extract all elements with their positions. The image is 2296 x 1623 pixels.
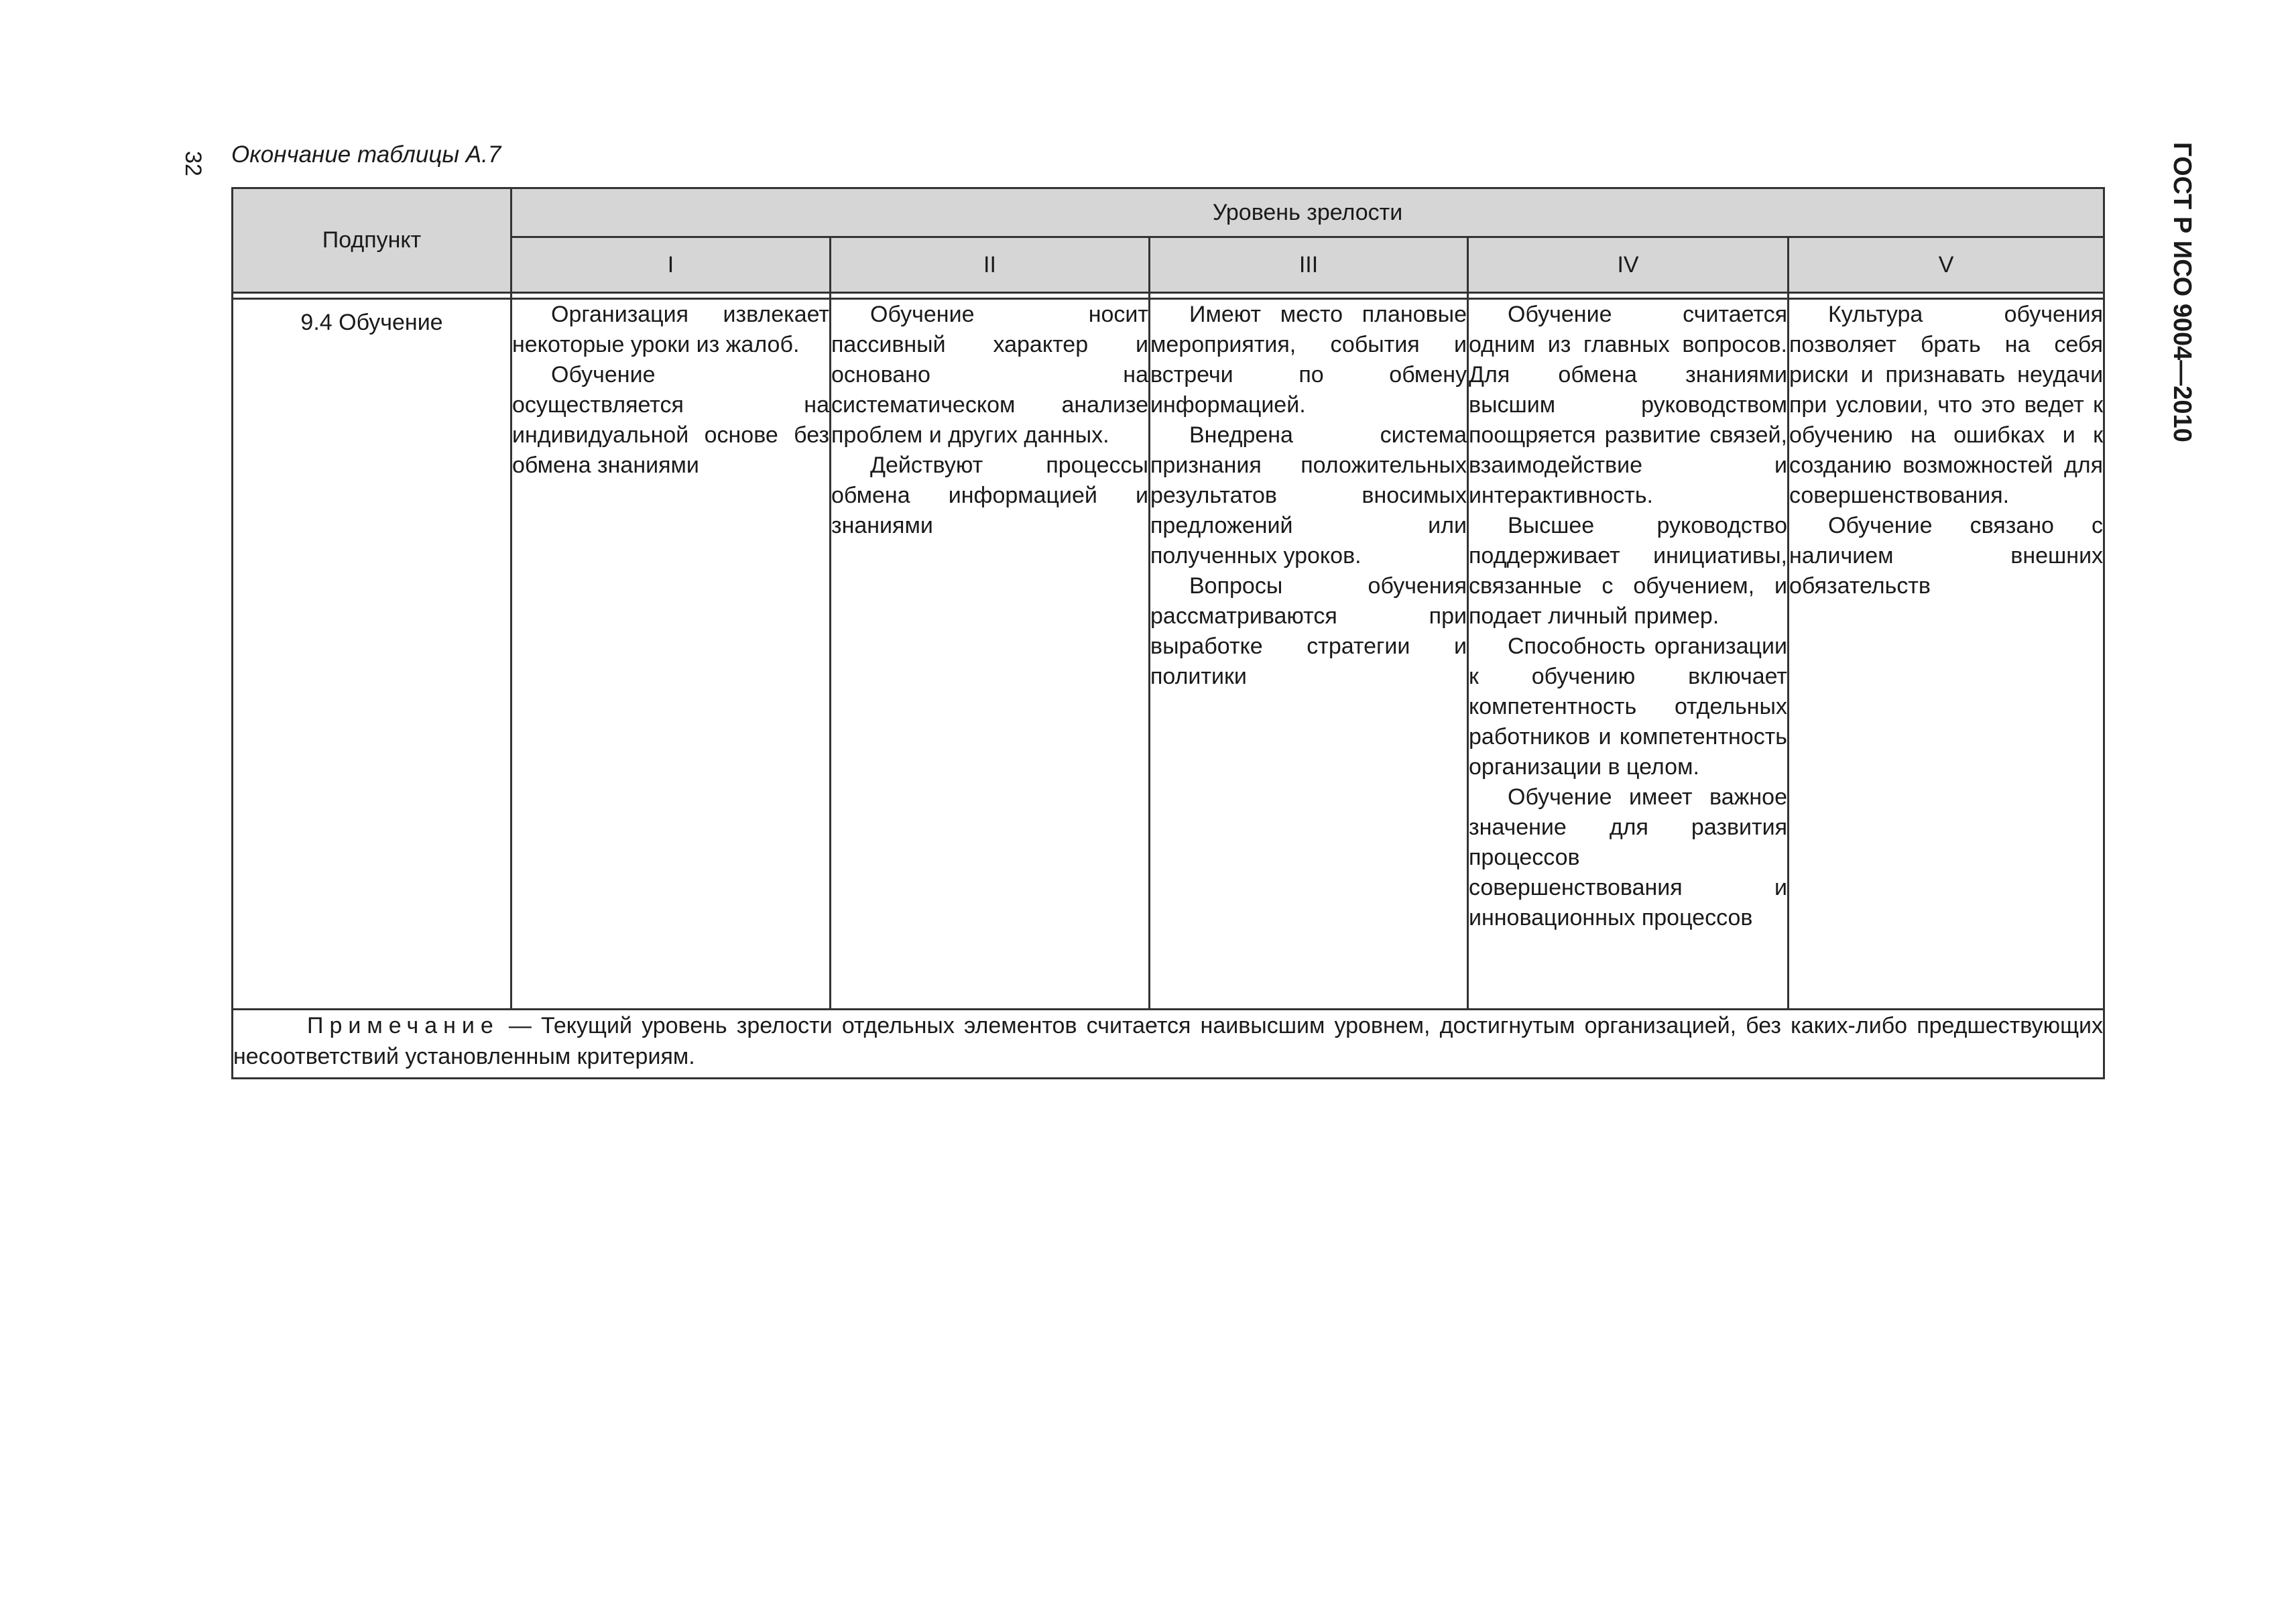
page-number: 32 <box>180 151 206 176</box>
level-2-cell <box>831 299 1150 1010</box>
cell-paragraph: Обучение носит пассивный характер и основано на систематическом анализе проблем и других данных. <box>831 302 1148 448</box>
note-label: Примечание <box>307 1013 499 1038</box>
cell-paragraph: Имеют место плановые мероприятия, события и встречи по обмену информацией. <box>1150 302 1467 418</box>
cell-paragraph: Способность организации к обучению включает компетентность отдельных работников и компетентность организации в целом. <box>1469 634 1787 780</box>
header-level-1: I <box>511 237 831 293</box>
table-note <box>233 1010 2104 1079</box>
document-standard-title: ГОСТ Р ИСО 9004—2010 <box>2168 142 2196 442</box>
cell-paragraph: Обучение осуществляется на индивидуальной основе без обмена знаниями <box>512 362 829 478</box>
header-maturity-level: Уровень зрелости <box>511 188 2104 237</box>
cell-paragraph: Культура обучения позволяет брать на себя риски и признавать неудачи при условии, что это ведет к обучению на ошибках и к созданию возможностей для совершенствования. <box>1789 302 2104 508</box>
level-4-cell <box>1468 299 1789 1010</box>
note-text: — Текущий уровень зрелости отдельных элементов считается наивысшим уровнем, достигнутым организацией, без каких-либо предшествующих несоответствий установленным критериям. <box>233 1013 2104 1069</box>
cell-paragraph: Организация извлекает некоторые уроки из жалоб. <box>512 302 829 357</box>
cell-paragraph: Действуют процессы обмена информацией и знаниями <box>831 453 1148 538</box>
cell-paragraph: Обучение имеет важное значение для развития процессов совершенствования и инновационных процессов <box>1469 784 1787 930</box>
header-level-2: II <box>831 237 1150 293</box>
table-note-row <box>233 1010 2104 1079</box>
subclause-cell: 9.4 Обучение <box>233 299 511 1010</box>
table-row <box>233 299 2104 1010</box>
level-3-cell <box>1150 299 1468 1010</box>
level-5-cell <box>1789 299 2104 1010</box>
cell-paragraph: Внедрена система признания положительных результатов вносимых предложений или полученных уроков. <box>1150 422 1467 568</box>
cell-paragraph: Обучение связано с наличием внешних обязательств <box>1789 513 2104 599</box>
header-subclause: Подпункт <box>233 188 511 293</box>
maturity-table <box>231 187 2105 1079</box>
header-level-3: III <box>1150 237 1468 293</box>
header-separator <box>233 293 2104 299</box>
level-1-cell <box>511 299 831 1010</box>
header-level-5: V <box>1789 237 2104 293</box>
table-caption: Окончание таблицы А.7 <box>231 141 501 168</box>
header-level-4: IV <box>1468 237 1789 293</box>
cell-paragraph: Высшее руководство поддерживает инициативы, связанные с обучением, и подает личный пример. <box>1469 513 1787 629</box>
cell-paragraph: Обучение считается одним из главных вопросов. Для обмена знаниями высшим руководством поощряется развитие связей, взаимодействие и интерактивность. <box>1469 302 1787 508</box>
cell-paragraph: Вопросы обучения рассматриваются при выработке стратегии и политики <box>1150 573 1467 689</box>
